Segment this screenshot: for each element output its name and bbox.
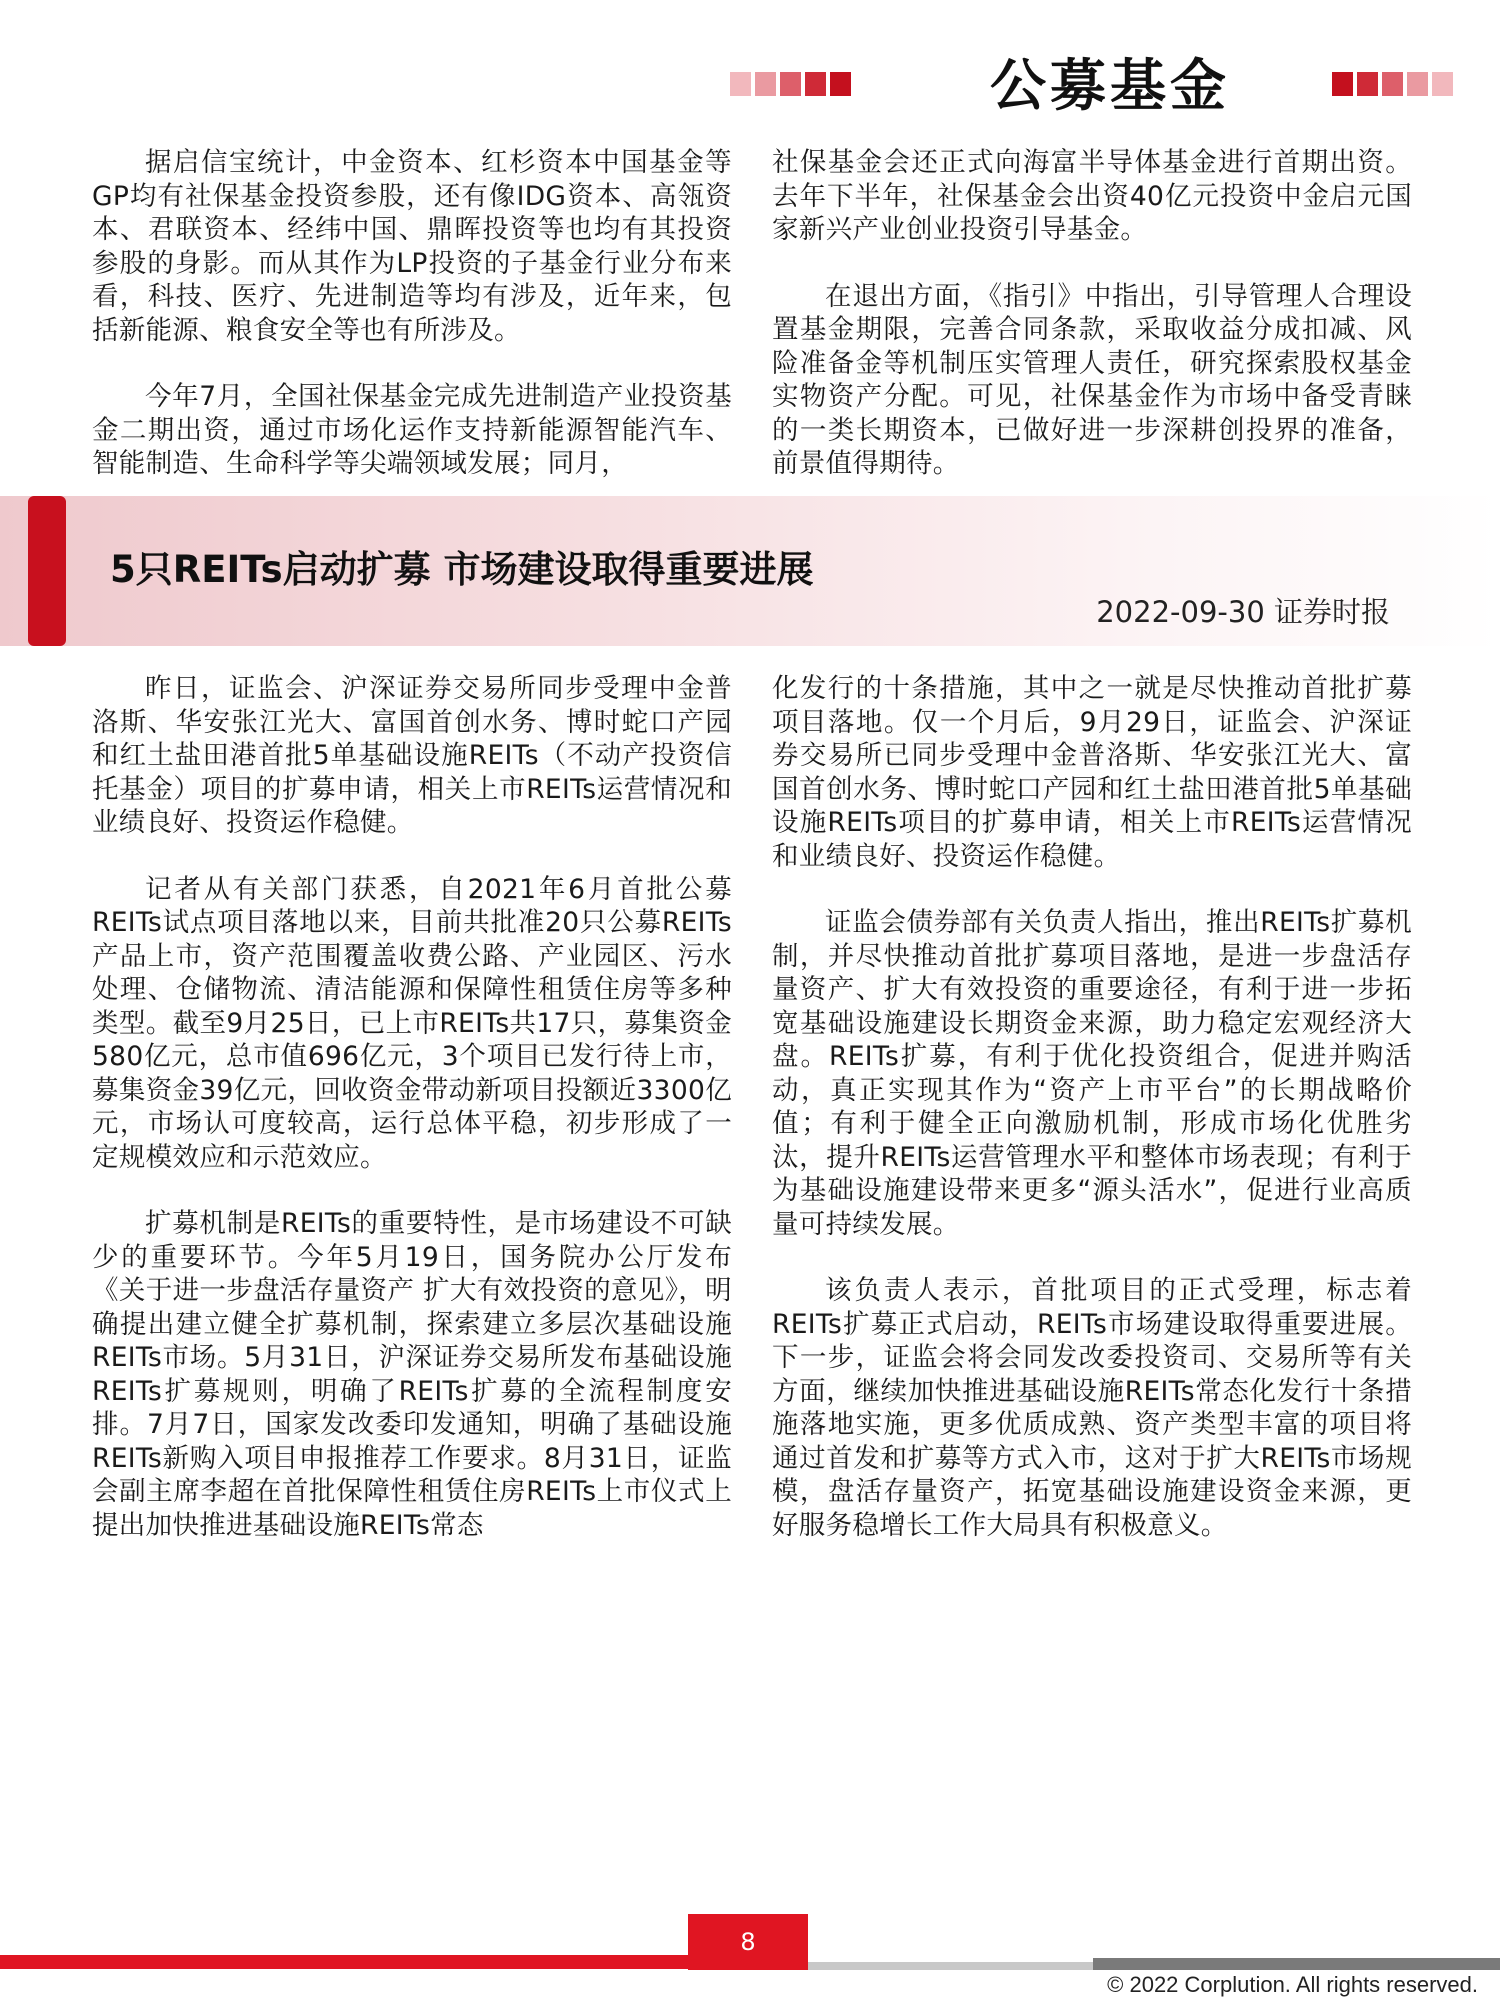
decor-square — [1332, 72, 1353, 96]
page-number: 8 — [688, 1914, 808, 1970]
article-banner — [0, 496, 1500, 646]
article-title: 5只REITs启动扩募 市场建设取得重要进展 — [110, 548, 814, 591]
paragraph: 今年7月，全国社保基金完成先进制造产业投资基金二期出资，通过市场化运作支持新能源智能汽车、智能制造、生命科学等尖端领域发展；同月， — [92, 381, 732, 479]
banner-accent-bar — [28, 496, 66, 646]
paragraph: 化发行的十条措施，其中之一就是尽快推动首批扩募项目落地。仅一个月后，9月29日，证监会、沪深证券交易所已同步受理中金普洛斯、华安张江光大、富国首创水务、博时蛇口产园和红土盐田港首批5单基础设施REITs项目的扩募申请，相关上市REITs运营情况和业绩良好、投资运作稳健。 — [772, 673, 1412, 872]
copyright-notice: © 2022 Corplution. All rights reserved. — [1107, 1972, 1478, 1997]
paragraph: 证监会债券部有关负责人指出，推出REITs扩募机制，并尽快推动首批扩募项目落地，是进一步盘活存量资产、扩大有效投资的重要途径，有利于进一步拓宽基础设施建设长期资金来源，助力稳定宏观经济大盘。REITs扩募，有利于优化投资组合，促进并购活动，真正实现其作为“资产上市平台”的长期战略价值；有利于健全正向激励机制，形成市场化优胜劣汰，提升REITs运营管理水平和整体市场表现；有利于为基础设施建设带来更多“源头活水”，促进行业高质量可持续发展。 — [772, 907, 1412, 1240]
paragraph: 据启信宝统计，中金资本、红杉资本中国基金等GP均有社保基金投资参股，还有像IDG资本、高瓴资本、君联资本、经纬中国、鼎晖投资等也均有其投资参股的身影。而从其作为LP投资的子基金行业分布来看，科技、医疗、先进制造等均有涉及，近年来，包括新能源、粮食安全等也有所涉及。 — [92, 147, 732, 346]
header-decoration-left — [730, 72, 851, 96]
decor-square — [1357, 72, 1378, 96]
paragraph: 该负责人表示，首批项目的正式受理，标志着REITs扩募正式启动，REITs市场建设取得重要进展。下一步，证监会将会同发改委投资司、交易所等有关方面，继续加快推进基础设施REITs常态化发行十条措施落地实施，更多优质成熟、资产类型丰富的项目将通过首发和扩募等方式入市，这对于扩大REITs市场规模，盘活存量资产，拓宽基础设施建设资金来源，更好服务稳增长工作大局具有积极意义。 — [772, 1275, 1412, 1541]
footer-rule-red — [0, 1955, 690, 1969]
decor-square — [780, 72, 801, 96]
decor-square — [755, 72, 776, 96]
decor-square — [830, 72, 851, 96]
column-right — [772, 672, 1412, 1542]
header-decoration-right — [1332, 72, 1453, 96]
paragraph: 记者从有关部门获悉，自2021年6月首批公募REITs试点项目落地以来，目前共批准20只公募REITs产品上市，资产范围覆盖收费公路、产业园区、污水处理、仓储物流、清洁能源和保障性租赁住房等多种类型。截至9月25日，已上市REITs共17只，募集资金580亿元，总市值696亿元，3个项目已发行待上市，募集资金39亿元，回收资金带动新项目投额近3300亿元，市场认可度较高，运行总体平稳，初步形成了一定规模效应和示范效应。 — [92, 873, 732, 1173]
column-right — [772, 146, 1412, 481]
paragraph: 在退出方面，《指引》中指出，引导管理人合理设置基金期限，完善合同条款，采取收益分成扣减、风险准备金等机制压实管理人责任，研究探索股权基金实物资产分配。可见，社保基金作为市场中备受青睐的一类长期资本，已做好进一步深耕创投界的准备，前景值得期待。 — [772, 280, 1412, 479]
decor-square — [805, 72, 826, 96]
decor-square — [1407, 72, 1428, 96]
footer-rule-dark — [1093, 1958, 1500, 1970]
article-date-source: 2022-09-30 证券时报 — [1096, 595, 1390, 629]
decor-square — [1382, 72, 1403, 96]
decor-square — [1432, 72, 1453, 96]
paragraph: 社保基金会还正式向海富半导体基金进行首期出资。去年下半年，社保基金会出资40亿元投资中金启元国家新兴产业创业投资引导基金。 — [772, 147, 1412, 245]
column-left — [92, 672, 732, 1542]
paragraph: 扩募机制是REITs的重要特性，是市场建设不可缺少的重要环节。今年5月19日，国务院办公厅发布《关于进一步盘活存量资产 扩大有效投资的意见》，明确提出建立健全扩募机制，探索建立多层次基础设施REITs市场。5月31日，沪深证券交易所发布基础设施REITs扩募规则，明确了REITs扩募的全流程制度安排。7月7日，国家发改委印发通知，明确了基础设施REITs新购入项目申报推荐工作要求。8月31日，证监会副主席李超在首批保障性租赁住房REITs上市仪式上提出加快推进基础设施REITs常态 — [92, 1208, 732, 1541]
column-left — [92, 146, 732, 481]
section-title: 公募基金 — [990, 54, 1230, 119]
decor-square — [730, 72, 751, 96]
paragraph: 昨日，证监会、沪深证券交易所同步受理中金普洛斯、华安张江光大、富国首创水务、博时蛇口产园和红土盐田港首批5单基础设施REITs（不动产投资信托基金）项目的扩募申请，相关上市REITs运营情况和业绩良好、投资运作稳健。 — [92, 673, 732, 838]
